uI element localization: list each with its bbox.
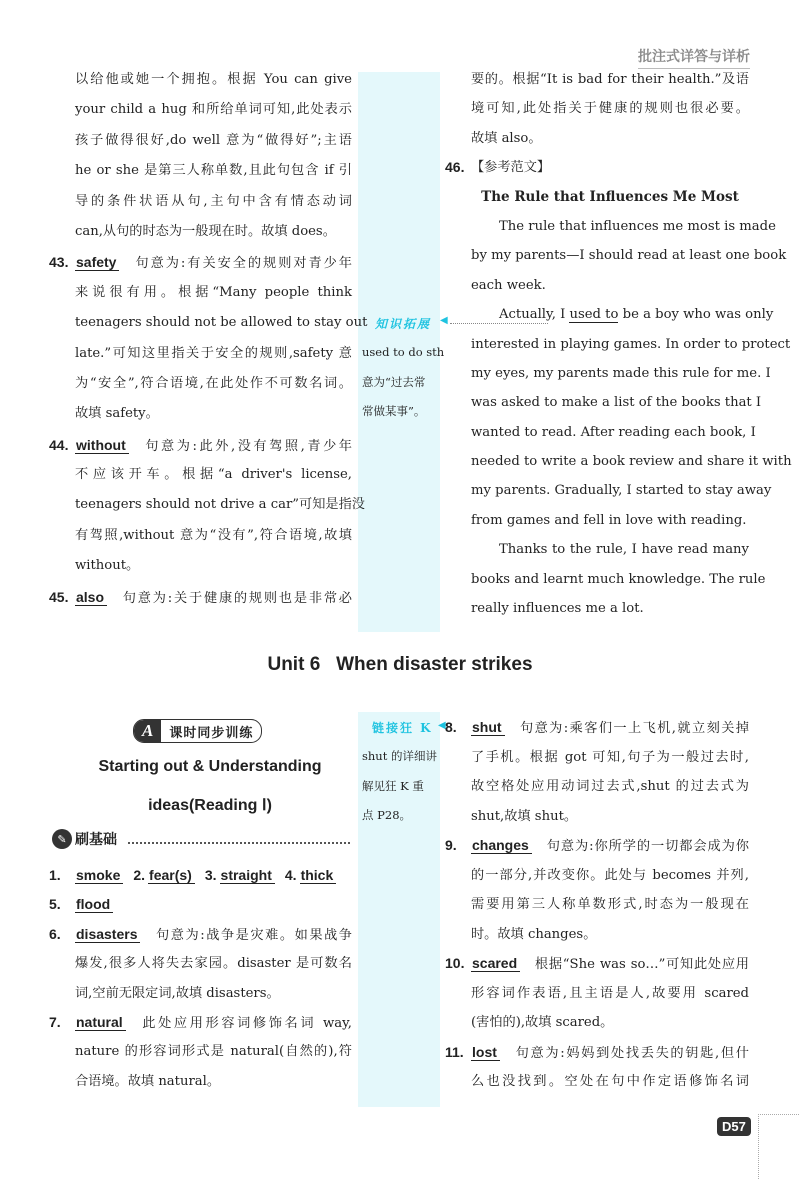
text-line [75,399,352,429]
item-number: 7. [49,1013,61,1030]
arrow-left-icon: ◀ [438,720,446,731]
text-line [471,359,771,388]
item-number: 11. [445,1043,464,1060]
text-line [75,126,352,156]
text-line [75,369,352,399]
answer-column-left-top [49,65,368,612]
text-line [471,565,766,594]
underlined-phrase: used to [569,307,619,323]
text-line [49,582,352,612]
line-text: 句意为:乘客们一上飞机,就立刻关掉 [518,721,749,736]
text-line [471,535,749,564]
item-number: 5. [49,896,61,913]
line-text: from games and fell in love with reading. [471,512,747,528]
text-line [471,476,772,505]
line-text: 根据“She was so…”可知此处应用 [534,957,749,972]
section-heading: ideas(Reading Ⅰ) [148,797,272,814]
text-line [75,1037,352,1066]
unit-title: Unit 6 When disaster strikes [267,654,533,675]
text-line [471,979,749,1009]
text-line [49,247,352,277]
text-line [471,743,749,773]
text-line [445,831,749,861]
answer-column-left-bottom [49,861,352,1096]
line-text: 句意为:你所学的一切都会成为你 [545,839,749,854]
line-text: 【参考范文】 [471,160,551,176]
note-title-link: 链接狂 K [372,721,433,735]
basics-label [52,829,117,849]
note-text [362,338,444,427]
text-line [75,521,352,551]
note-line: 点 P28。 [362,808,412,822]
text-line [75,460,352,490]
text-line [471,418,756,447]
answer-word: straight [220,867,275,884]
line-text: needed to write a book review and share it with [471,454,792,470]
text-line [75,339,352,369]
text-line [49,430,352,460]
text-line [445,1038,749,1068]
answer-word: also [75,589,107,606]
text-line [471,300,774,329]
line-text: 故填 safety。 [75,406,159,422]
note-line: 意为“过去常 [362,374,426,389]
text-line [49,890,352,919]
answer-word: thick [300,867,337,884]
text-line [75,95,352,125]
text-line [471,1008,749,1038]
item-number: 10. [445,955,465,971]
item-number: 45. [49,588,69,605]
answer-word: fear(s) [148,867,195,884]
line-text: 句意为:战争是灾难。如果战争 [154,927,352,943]
line-text: really influences me a lot. [471,601,644,617]
line-text: teenagers should not be allowed to stay out [75,315,368,331]
line-text: shut,故填 shut。 [471,808,578,824]
page-number: D57 [717,1117,751,1136]
line-text: 故空格处应用动词过去式,shut 的过去式为 [471,779,749,794]
page-corner-mark [758,1114,800,1179]
item-number: 9. [445,837,457,853]
text-line [445,153,749,182]
text-line [471,241,787,270]
line-text: 来说很有用。根据“Many people think [75,284,352,300]
note-line: shut 的详细讲 [362,749,437,763]
line-text: 导的条件状语从句,主句中含有情态动词 [75,193,352,209]
line-text: my eyes, my parents made this rule for me. I [471,365,771,381]
answer-word: changes [471,837,532,854]
line-text: 需要用第三人称单数形式,时态为一般现在 [471,897,749,912]
line-text: 合语境。故填 natural。 [75,1073,221,1089]
text-line [49,861,352,890]
text-line [471,594,749,623]
text-line [49,1008,352,1037]
note-line: 常做某事”。 [362,404,426,418]
answer-column-right-bottom [445,713,749,1097]
line-text: by my parents—I should read at least one book [471,248,787,264]
answer-column-right-top [445,65,792,623]
text-line [75,490,365,520]
line-text: The rule that influences me most is made [499,218,776,234]
line-text: 句意为:关于健康的规则也是非常必 [121,590,352,606]
line-text: 句意为:此外,没有驾照,青少年 [142,438,352,454]
text-line [75,308,368,338]
dotted-divider [128,842,350,844]
badge-letter: A [134,720,161,742]
text-line [75,1067,352,1096]
line-text: Thanks to the rule, I have read many [499,542,749,558]
item-number: 43. [49,254,69,271]
note-line: used to do sth [362,345,445,359]
line-text: nature 的形容词形式是 natural(自然的),符 [75,1044,352,1060]
text-line [75,551,352,581]
text-line [75,156,352,186]
text-line [471,388,762,417]
answer-word: shut [471,719,505,736]
line-text: (害怕的),故填 scared。 [471,1015,614,1030]
answer-word: scared [471,955,520,972]
note-line: 解见狂 K 重 [362,778,424,793]
line-text: 的一部分,并改变你。此处与 becomes 并列, [471,867,749,883]
answer-word: disasters [75,926,140,943]
text-line [471,861,749,891]
line-text: 要的。根据“It is bad for their health.”及语 [471,72,749,87]
line-text: late.”可知这里指关于安全的规则,safety 意 [75,345,352,361]
text-line [471,1067,749,1097]
text-line [471,330,791,359]
line-text: interested in playing games. In order to protect [471,336,791,352]
text-line [471,920,749,950]
item-number: 6. [49,925,61,942]
badge-label: 课时同步训练 [169,725,254,741]
text-line [75,979,352,1008]
text-line [445,713,749,743]
text-line [471,802,749,832]
line-text: 以给他或她一个拥抱。根据 You can give [75,72,352,87]
line-text: 词,空前无限定词,故填 disasters。 [75,985,280,1001]
line-text: 孩子做得很好,do well 意为“做得好”;主语 [75,132,352,148]
line-text: be a boy who was only [618,307,774,323]
text-line [471,890,749,920]
pencil-icon: ✎ [52,829,72,849]
text-line [75,949,352,978]
item-number: 1. [49,867,61,883]
line-text: 故填 also。 [471,130,542,146]
text-line [471,212,776,241]
lesson-badge [133,719,262,743]
text-line [75,217,352,247]
line-text: can,从句的时态为一般现在时。故填 does。 [75,223,336,239]
line-text: 为“安全”,符合语境,在此处作不可数名词。 [75,375,352,391]
text-line [471,124,749,153]
note-title-knowledge: 知识拓展 [375,317,432,331]
text-line [471,65,749,94]
answer-word: flood [75,896,113,913]
text-line [471,271,749,300]
line-text: each week. [471,277,546,293]
line-text: 时。故填 changes。 [471,926,597,942]
line-text: my parents. Gradually, I started to stay away [471,483,772,499]
item-number: 8. [445,719,457,735]
line-text: 此处应用形容词修饰名词 way, [139,1015,352,1031]
line-text: 形容词作表语,且主语是人,故要用 scared [471,985,749,1001]
line-text: 句意为:妈妈到处找丢失的钥匙,但什 [513,1045,749,1061]
section-heading: Starting out & Understanding [98,758,322,775]
line-text: books and learnt much knowledge. The rule [471,571,766,587]
text-line [471,772,749,802]
answer-word: safety [75,254,119,271]
text-segment: Actually, I [499,307,570,323]
answer-word: smoke [75,867,123,884]
running-header: 批注式详答与详析 [638,46,750,69]
answer-word: without [75,437,129,454]
text-line [75,278,352,308]
text-line [471,94,749,123]
item-number: 44. [49,436,69,453]
line-text: was asked to make a list of the books that I [471,395,762,411]
item-number: 46. [445,159,465,176]
line-text: 么也没找到。空处在句中作定语修饰名词 [471,1074,749,1089]
line-text: 境可知,此处指关于健康的规则也很必要。 [471,101,749,117]
note-leader-line [450,323,548,324]
line-text: 句意为:有关安全的规则对青少年 [133,256,352,272]
line-text: teenagers should not drive a car”可知是指没 [75,497,365,513]
line-text: 爆发,很多人将失去家园。disaster 是可数名 [75,956,352,972]
basics-label-text: 刷基础 [75,832,117,848]
note-text [362,742,437,831]
line-text: 有驾照,without 意为“没有”,符合语境,故填 [75,527,352,543]
text-line [445,949,749,979]
item-number: 2. [133,867,146,883]
answer-word: lost [471,1044,500,1061]
answer-word: natural [75,1014,126,1031]
text-line [49,920,352,949]
text-line [471,183,749,212]
line-text: 不应该开车。根据“a driver's license, [75,467,352,483]
item-number: 3. [204,867,217,883]
line-text: wanted to read. After reading each book, I [471,424,756,440]
line-text: your child a hug 和所给单词可知,此处表示 [75,102,352,118]
item-number: 4. [284,867,297,883]
text-line [471,447,792,476]
line-text: he or she 是第三人称单数,且此句包含 if 引 [75,163,352,179]
line-text: without。 [75,558,140,574]
arrow-left-icon: ◀ [440,315,448,326]
text-line [471,506,749,535]
line-text: 了手机。根据 got 可知,句子为一般过去时, [471,749,749,765]
text-line [75,65,352,95]
text-line [75,187,352,217]
line-text: The Rule that Influences Me Most [481,188,739,205]
